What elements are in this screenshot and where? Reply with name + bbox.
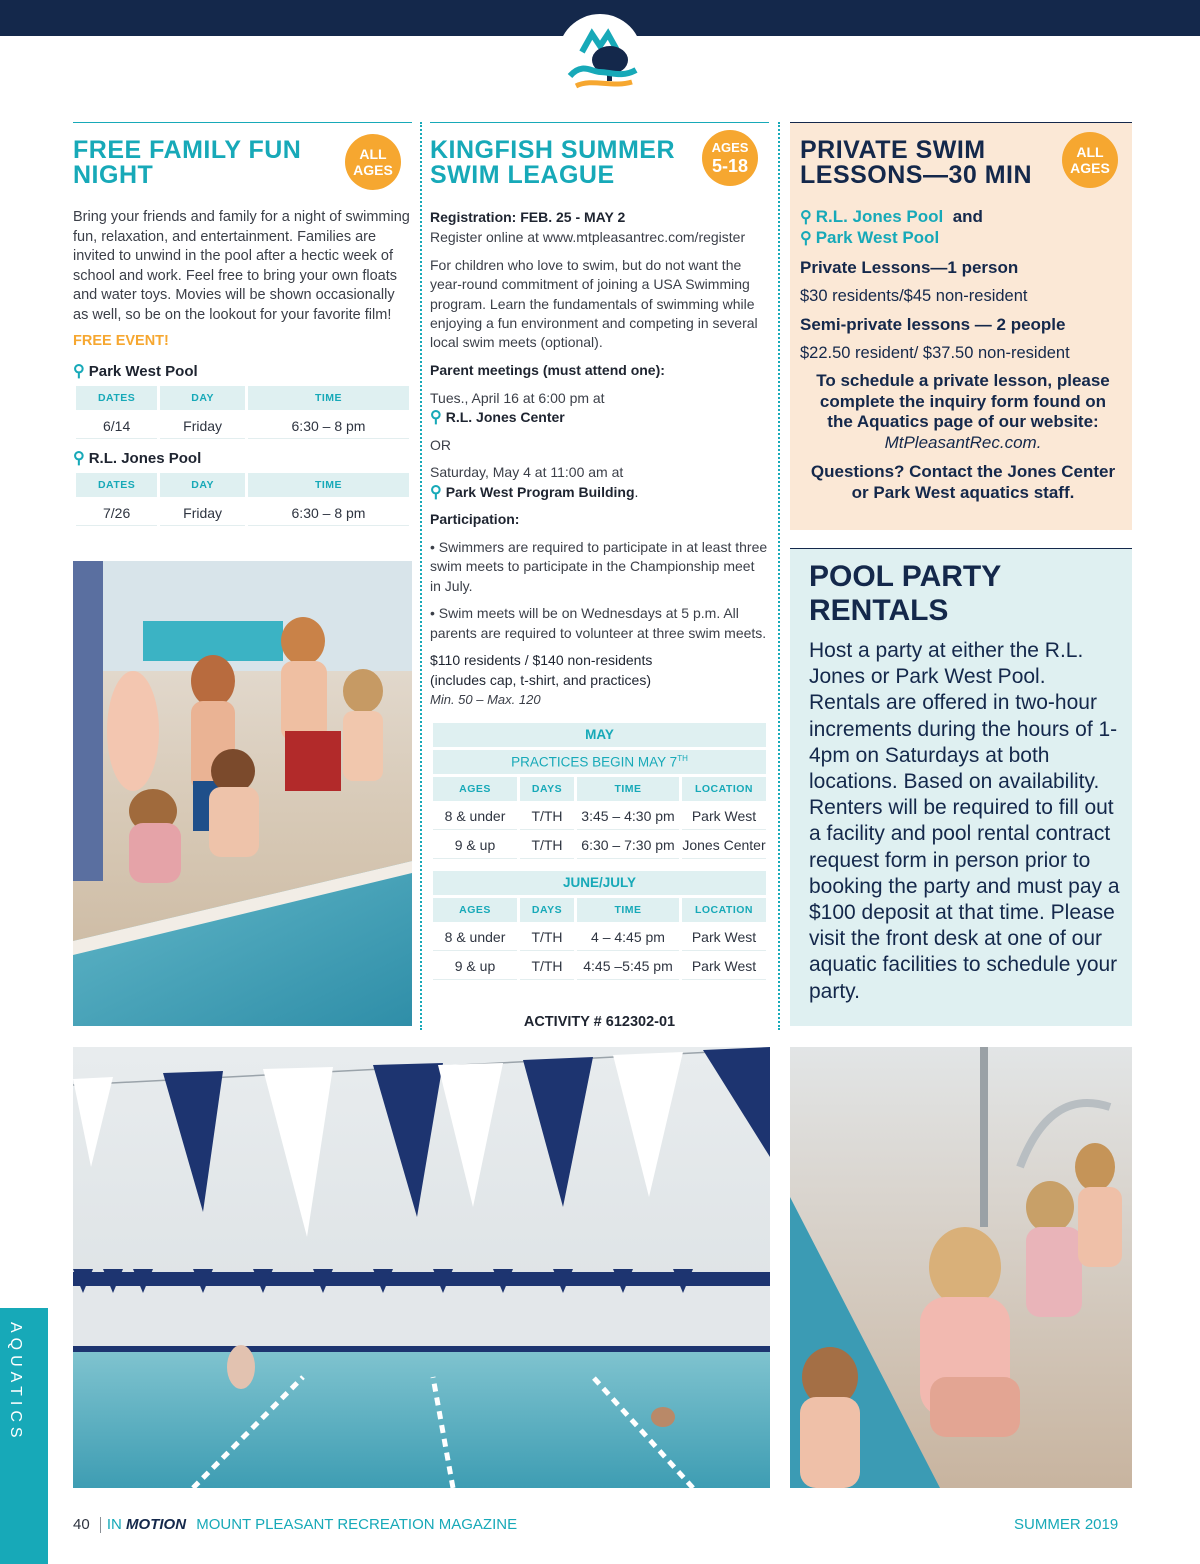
badge-line1: ALL xyxy=(1076,144,1104,160)
location-name: R.L. Jones Pool xyxy=(88,450,202,467)
kingfish-intro: For children who love to swim, but do not want the year-round commitment of joining a USA Swimming program. Learn the fundamentals of swimming while enjoying a fun environment and competing in several local swim meets (optional). xyxy=(430,257,758,351)
badge-line1: ALL xyxy=(359,146,387,162)
pool-party-title xyxy=(809,560,1121,628)
column2-rule xyxy=(430,122,769,123)
page-number: 40 xyxy=(73,1516,90,1533)
all-ages-badge xyxy=(345,134,401,190)
private-price1: $30 residents/$45 non-resident xyxy=(800,287,1028,305)
cell-ages: 8 & under xyxy=(433,804,517,830)
badge-line2: AGES xyxy=(353,162,393,178)
schedule-line3: the Aquatics page of our website: xyxy=(827,412,1099,431)
questions-contact xyxy=(800,462,1126,503)
table-row xyxy=(76,500,409,526)
or-label: OR xyxy=(430,436,451,453)
cell-time: 6:30 – 7:30 pm xyxy=(577,833,679,859)
header-day: DAY xyxy=(160,473,245,497)
table-row xyxy=(433,954,766,980)
all-ages-badge xyxy=(1062,132,1118,188)
map-pin-icon: ⚲ xyxy=(430,409,442,427)
private-title-line1: PRIVATE SWIM xyxy=(800,136,986,164)
june-july-label: JUNE/JULY xyxy=(433,871,766,895)
cell-time: 6:30 – 8 pm xyxy=(248,500,409,526)
cell-days: T/TH xyxy=(520,804,574,830)
cell-time: 4:45 –5:45 pm xyxy=(577,954,679,980)
map-pin-icon: ⚲ xyxy=(800,230,812,247)
rl-jones-schedule-table xyxy=(73,470,412,529)
footer-page-number xyxy=(73,1516,517,1533)
private-location-line2 xyxy=(800,228,1126,249)
header-location: LOCATION xyxy=(682,898,766,922)
family-night-title-line2: NIGHT xyxy=(73,161,154,189)
practices-begin xyxy=(433,750,766,774)
table-header-row xyxy=(76,473,409,497)
header-dates: DATES xyxy=(76,386,157,410)
cell-location: Jones Center xyxy=(682,833,766,859)
cell-date: 6/14 xyxy=(76,413,157,439)
practices-banner-row xyxy=(433,750,766,774)
cell-location: Park West xyxy=(682,804,766,830)
aquatics-side-tab xyxy=(0,1308,48,1564)
kingfish-section xyxy=(430,138,769,983)
map-pin-icon: ⚲ xyxy=(73,450,85,467)
meeting1-place: R.L. Jones Center xyxy=(445,409,565,426)
location-name: Park West Pool xyxy=(88,363,198,380)
june-july-schedule-table xyxy=(430,868,769,983)
header-days: DAYS xyxy=(520,898,574,922)
meeting2-place: Park West Program Building xyxy=(445,483,635,500)
private-loc1: R.L. Jones Pool xyxy=(815,207,944,226)
map-pin-icon: ⚲ xyxy=(800,209,812,226)
cell-day: Friday xyxy=(160,413,245,439)
cell-location: Park West xyxy=(682,925,766,951)
cell-time: 3:45 – 4:30 pm xyxy=(577,804,679,830)
footer-season: SUMMER 2019 xyxy=(1014,1516,1119,1533)
header-day: DAY xyxy=(160,386,245,410)
participation-bullet1: • Swimmers are required to participate in at least three swim meets to participate in the Championship meet in July. xyxy=(430,538,768,594)
header-days: DAYS xyxy=(520,777,574,801)
practices-begin-sup: TH xyxy=(677,754,688,764)
meeting1-location xyxy=(430,408,769,428)
schedule-line2: complete the inquiry form found on xyxy=(819,391,1107,411)
header-time: TIME xyxy=(577,777,679,801)
header-dates: DATES xyxy=(76,473,157,497)
table-header-row xyxy=(433,898,766,922)
ages-badge xyxy=(702,130,758,186)
free-event-label: FREE EVENT! xyxy=(73,333,169,349)
header-ages: AGES xyxy=(433,898,517,922)
cell-ages: 9 & up xyxy=(433,833,517,859)
participation-bullet2: • Swim meets will be on Wednesdays at 5 p.m. All parents are required to volunteer at three swim meets. xyxy=(430,605,767,641)
practices-begin-text: PRACTICES BEGIN MAY 7 xyxy=(511,754,678,770)
price-residents: $110 residents / $140 non-residents xyxy=(430,652,653,669)
private-location-line1 xyxy=(800,207,1126,228)
cell-date: 7/26 xyxy=(76,500,157,526)
semi-private-lessons: Semi-private lessons — 2 people xyxy=(800,315,1066,334)
header-time: TIME xyxy=(248,386,409,410)
price-includes: (includes cap, t-shirt, and practices) xyxy=(430,671,651,688)
private-loc2: Park West Pool xyxy=(815,228,940,247)
pennant-pool-photo xyxy=(73,1047,770,1488)
mount-pleasant-logo xyxy=(552,12,648,100)
map-pin-icon: ⚲ xyxy=(73,363,85,380)
map-pin-icon: ⚲ xyxy=(430,483,442,501)
meeting2-period: . xyxy=(634,483,639,500)
table-row xyxy=(433,925,766,951)
may-banner-row xyxy=(433,723,766,747)
table-row xyxy=(76,413,409,439)
brand-motion: MOTION xyxy=(126,1516,187,1533)
meeting2-time: Saturday, May 4 at 11:00 am at xyxy=(430,464,624,481)
cell-days: T/TH xyxy=(520,954,574,980)
pool-party-title-line2: RENTALS xyxy=(809,594,949,627)
cell-location: Park West xyxy=(682,954,766,980)
column-divider xyxy=(420,122,422,1030)
park-west-schedule-table xyxy=(73,383,412,442)
participation-heading: Participation: xyxy=(430,511,520,528)
header-location: LOCATION xyxy=(682,777,766,801)
header-time: TIME xyxy=(577,898,679,922)
cell-ages: 9 & up xyxy=(433,954,517,980)
private-title-line2: LESSONS—30 MIN xyxy=(800,161,1033,189)
kids-sitting-pool-photo xyxy=(790,1047,1132,1488)
location-park-west-pool xyxy=(73,361,412,381)
private-and: and xyxy=(952,207,983,226)
may-label: MAY xyxy=(433,723,766,747)
brand-in: IN xyxy=(106,1516,122,1533)
cell-days: T/TH xyxy=(520,833,574,859)
private-price2: $22.50 resident/ $37.50 non-resident xyxy=(800,344,1070,362)
family-night-title-line1: FREE FAMILY FUN xyxy=(73,136,302,164)
private-lessons-section xyxy=(800,138,1126,503)
cell-time: 6:30 – 8 pm xyxy=(248,413,409,439)
activity-number: ACTIVITY # 612302-01 xyxy=(523,1014,676,1030)
cell-ages: 8 & under xyxy=(433,925,517,951)
badge-line2: AGES xyxy=(1070,160,1110,176)
private-lessons-1-person: Private Lessons—1 person xyxy=(800,258,1019,277)
parent-meetings-heading: Parent meetings (must attend one): xyxy=(430,362,665,379)
registration-dates: Registration: FEB. 25 - MAY 2 xyxy=(430,209,626,225)
kingfish-title-line1: KINGFISH SUMMER xyxy=(430,136,675,164)
table-header-row xyxy=(76,386,409,410)
questions-line1: Questions? Contact the Jones Center xyxy=(810,462,1116,481)
schedule-instructions xyxy=(800,371,1126,453)
table-header-row xyxy=(433,777,766,801)
footer-divider xyxy=(100,1517,101,1533)
location-rl-jones-pool xyxy=(73,448,412,468)
magazine-name: MOUNT PLEASANT RECREATION MAGAZINE xyxy=(196,1516,518,1533)
meeting2-location xyxy=(430,483,769,503)
side-tab-label: AQUATICS xyxy=(7,1322,24,1443)
register-online: Register online at www.mtpleasantrec.com/register xyxy=(430,228,746,245)
min-max: Min. 50 – Max. 120 xyxy=(430,692,541,708)
website-link[interactable]: MtPleasantRec.com. xyxy=(884,432,1042,452)
cell-days: T/TH xyxy=(520,925,574,951)
may-schedule-table xyxy=(430,720,769,862)
meeting1-time: Tues., April 16 at 6:00 pm at xyxy=(430,389,605,406)
questions-line2: or Park West aquatics staff. xyxy=(851,482,1075,502)
family-night-section xyxy=(73,138,412,529)
table-row xyxy=(433,833,766,859)
kids-at-pool-edge-photo xyxy=(73,561,412,1026)
header-time: TIME xyxy=(248,473,409,497)
june-banner-row xyxy=(433,871,766,895)
badge-line2: 5-18 xyxy=(711,156,749,176)
schedule-line1: To schedule a private lesson, please xyxy=(816,371,1110,390)
pool-party-body: Host a party at either the R.L. Jones or Park West Pool. Rentals are offered in two-hour increments during the hours of 1-4pm on Saturdays at both locations. Based on availability. Renters will be required to fill out a facility and pool rental contract request form in person prior to booking the party and must pay a $100 deposit at that time. Please visit the front desk at one of our aquatic facilities to schedule your party. xyxy=(809,639,1120,1003)
header-ages: AGES xyxy=(433,777,517,801)
pool-party-section xyxy=(809,560,1121,1005)
cell-time: 4 – 4:45 pm xyxy=(577,925,679,951)
badge-line1: AGES xyxy=(711,140,749,155)
family-night-body: Bring your friends and family for a night of swimming fun, relaxation, and entertainment. Families are invited to unwind in the pool after a hectic week of school and work. Feel free to bring your own floats and water toys. Movies will be shown occasionally as well, so be on the lookout for your favorite film! xyxy=(73,209,410,323)
column-divider xyxy=(778,122,780,1030)
column1-rule xyxy=(73,122,412,123)
cell-day: Friday xyxy=(160,500,245,526)
pool-party-title-line1: POOL PARTY xyxy=(809,560,1002,593)
kingfish-title-line2: SWIM LEAGUE xyxy=(430,161,615,189)
table-row xyxy=(433,804,766,830)
